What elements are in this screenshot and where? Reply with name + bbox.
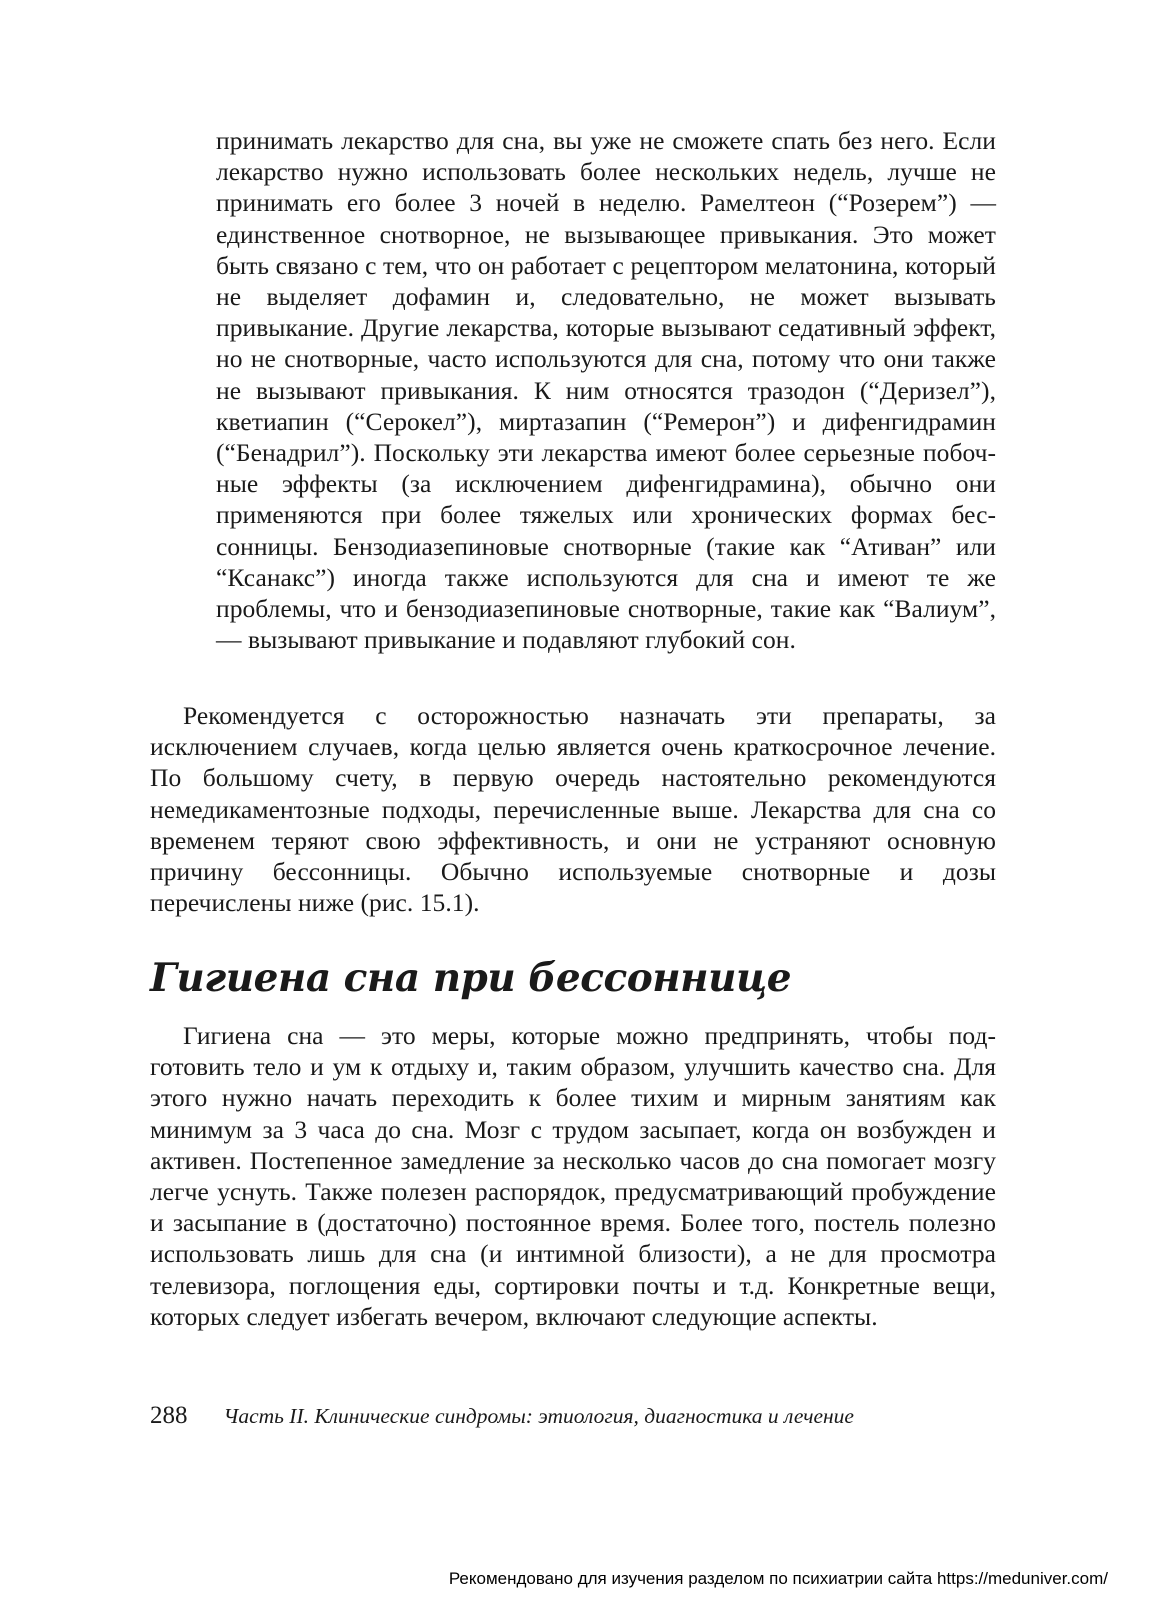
section-heading: Гигиена сна при бессоннице <box>150 955 792 1001</box>
page-footer <box>150 1399 996 1433</box>
paragraph-sleep-medications: принимать лекарство для сна, вы уже не сможете спать без него. Если лекарство нужно использовать более нескольких недель, лучше не принимать его более 3 ночей в неделю. Рамелтеон (“Розерем”) — единственное снотворное, не вызывающее привыкания. Это может быть связано с тем, что он работает с рецептором мелатонина, который не выделяет дофамин и, следовательно, не может вызывать привыкание. Другие лекарства, которые вызывают седативный эффект, но не снотворные, часто используются для сна, потому что они также не вызывают привыкания. К ним относятся тразодон (“Деризел”), кветиапин (“Серокел”), миртазапин (“Ремерон”) и дифенгидрамин (“Бенадрил”). Поскольку эти лекарства имеют более серьезные побочные эффекты (за исключением дифенгидрамина), обычно они применяются при более тяжелых или хронических формах бессонницы. Бензодиазепиновые снотворные (такие как “Ативан” или “Ксанакс”) иногда также используются для сна и имеют те же проблемы, что и бензодиазепиновые снотворные, такие как “Валиум”, — вызывают привыкание и подавляют глубокий сон. <box>216 126 996 655</box>
paragraph-sleep-hygiene: Гигиена сна — это меры, которые можно предпринять, чтобы подготовить тело и ум к отдыху и, таким образом, улучшить качество сна. Для этого нужно начать переходить к более тихим и мирным занятиям как минимум за 3 часа до сна. Мозг с трудом засыпает, когда он возбужден и активен. Постепенное замедление за несколько часов до сна помогает мозгу легче уснуть. Также полезен распорядок, предусматривающий пробуждение и засыпание в (достаточно) постоянное время. Более того, постель полезно использовать лишь для сна (и интимной близости), а не для просмотра телевизора, поглощения еды, сортировки почты и т.д. Конкретные вещи, которых следует избегать вечером, включают следующие аспекты. <box>150 1021 996 1331</box>
page-number: 288 <box>150 1402 188 1429</box>
watermark-text: Рекомендовано для изучения разделом по психиатрии сайта https://meduniver.com/ <box>448 1569 1108 1588</box>
paragraph-caution-recommendation: Рекомендуется с осторожностью назначать эти препараты, за исключением случаев, когда целью является очень краткосрочное лечение. По большому счету, в первую очередь настоятельно рекомендуются немедикаментозные подходы, перечисленные выше. Лекарства для сна со временем теряют свою эффективность, и они не устраняют основную причину бессонницы. Обычно используемые снотворные и дозы перечислены ниже (рис. 15.1). <box>150 701 996 918</box>
running-head: Часть II. Клинические синдромы: этиология, диагностика и лечение <box>223 1404 854 1428</box>
